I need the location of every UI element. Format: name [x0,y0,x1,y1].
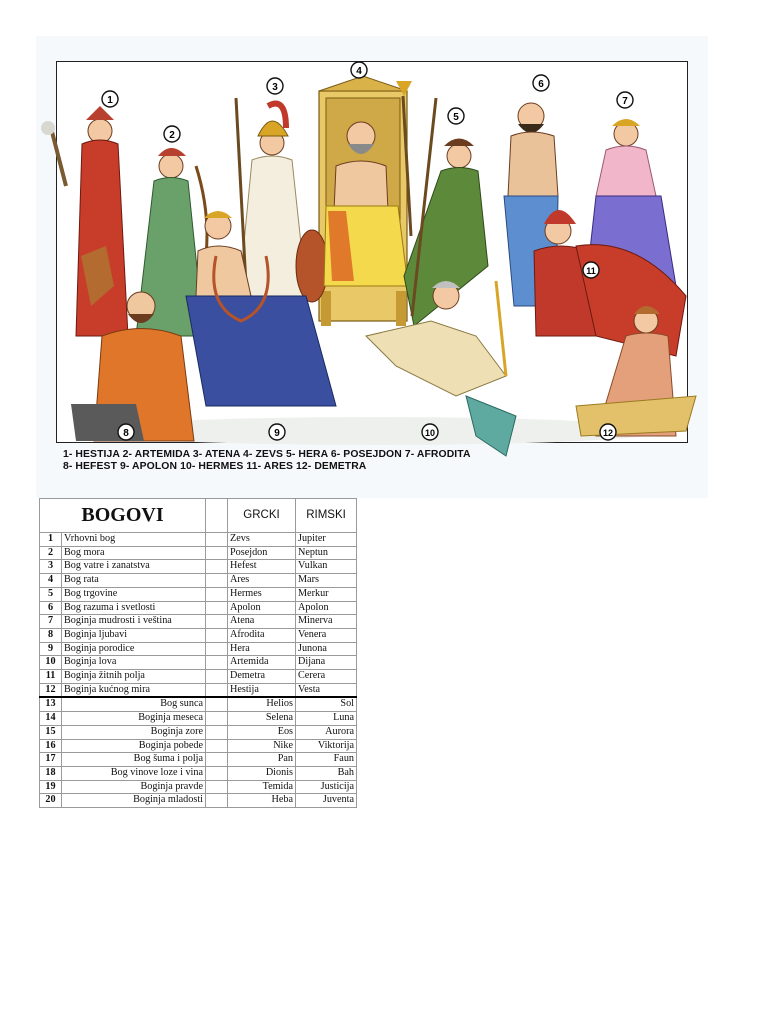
row-spacer [206,628,228,642]
illustration-caption-line1: 1- HESTIJA 2- ARTEMIDA 3- ATENA 4- ZEVS 5- HERA 6- POSEJDON 7- AFRODITA [63,449,471,460]
row-description: Bog vinove loze i vina [62,766,206,780]
row-spacer [206,560,228,574]
row-description: Boginja zore [62,725,206,739]
row-spacer [206,601,228,615]
row-description: Boginja mladosti [62,794,206,808]
gods-table [39,498,357,808]
row-description: Boginja pravde [62,780,206,794]
row-number: 4 [40,574,62,588]
row-roman-name: Vesta [296,683,357,697]
row-number: 7 [40,615,62,629]
table-row [40,587,357,601]
row-roman-name: Venera [296,628,357,642]
row-greek-name: Hera [228,642,296,656]
row-description: Boginja lova [62,656,206,670]
row-description: Boginja kućnog mira [62,683,206,697]
marker-label: 3 [272,82,278,93]
table-row [40,712,357,726]
table-row [40,739,357,753]
row-roman-name: Luna [296,712,357,726]
row-greek-name: Afrodita [228,628,296,642]
row-number: 19 [40,780,62,794]
row-spacer [206,739,228,753]
number-marker-11 [583,262,599,278]
table-row [40,670,357,684]
marker-label: 2 [169,130,175,141]
table-row [40,533,357,547]
row-greek-name: Dionis [228,766,296,780]
table-row [40,766,357,780]
row-spacer [206,642,228,656]
row-roman-name: Dijana [296,656,357,670]
row-roman-name: Junona [296,642,357,656]
row-spacer [206,546,228,560]
table-row [40,628,357,642]
table-row [40,794,357,808]
marker-label: 5 [453,112,459,123]
row-spacer [206,725,228,739]
row-spacer [206,697,228,711]
row-roman-name: Vulkan [296,560,357,574]
marker-label: 12 [602,428,614,438]
row-roman-name: Faun [296,753,357,767]
row-number: 17 [40,753,62,767]
row-number: 12 [40,683,62,697]
row-spacer [206,712,228,726]
row-description: Bog vatre i zanatstva [62,560,206,574]
number-marker-4 [351,62,367,78]
row-greek-name: Ares [228,574,296,588]
number-marker-5 [448,108,464,124]
row-description: Boginja porodice [62,642,206,656]
table-body-secondary [40,697,357,807]
row-description: Bog mora [62,546,206,560]
row-spacer [206,683,228,697]
row-description: Bog trgovine [62,587,206,601]
row-greek-name: Selena [228,712,296,726]
number-marker-7 [617,92,633,108]
table-row [40,753,357,767]
row-description: Bog sunca [62,697,206,711]
gods-scene [36,36,708,498]
table-row [40,560,357,574]
number-marker-1 [102,91,118,107]
row-description: Bog razuma i svetlosti [62,601,206,615]
row-spacer [206,766,228,780]
row-roman-name: Viktorija [296,739,357,753]
row-description: Boginja pobede [62,739,206,753]
row-number: 11 [40,670,62,684]
row-roman-name: Jupiter [296,533,357,547]
row-greek-name: Temida [228,780,296,794]
marker-label: 9 [274,428,280,439]
row-description: Boginja žitnih polja [62,670,206,684]
marker-label: 11 [586,266,596,276]
table-row [40,683,357,697]
row-description: Bog rata [62,574,206,588]
marker-label: 10 [424,428,436,438]
number-marker-10 [422,424,438,440]
row-spacer [206,587,228,601]
marker-label: 1 [107,95,113,106]
table-row [40,601,357,615]
row-number: 3 [40,560,62,574]
row-number: 1 [40,533,62,547]
row-greek-name: Nike [228,739,296,753]
row-roman-name: Sol [296,697,357,711]
row-number: 10 [40,656,62,670]
column-header-greek: GRCKI [228,499,296,533]
number-marker-2 [164,126,180,142]
table-body-main [40,533,357,698]
row-spacer [206,794,228,808]
row-spacer [206,753,228,767]
row-spacer [206,656,228,670]
table-header-spacer [206,499,228,533]
row-spacer [206,615,228,629]
row-number: 16 [40,739,62,753]
number-marker-8 [118,424,134,440]
figure-hestija [41,106,128,336]
row-roman-name: Minerva [296,615,357,629]
row-greek-name: Helios [228,697,296,711]
number-marker-12 [600,424,616,440]
row-description: Vrhovni bog [62,533,206,547]
row-greek-name: Heba [228,794,296,808]
row-spacer [206,670,228,684]
row-roman-name: Mars [296,574,357,588]
table-row [40,642,357,656]
illustration-caption-line2: 8- HEFEST 9- APOLON 10- HERMES 11- ARES 12- DEMETRA [63,461,367,472]
row-number: 6 [40,601,62,615]
row-number: 18 [40,766,62,780]
row-roman-name: Juventa [296,794,357,808]
number-marker-6 [533,75,549,91]
row-number: 5 [40,587,62,601]
row-number: 14 [40,712,62,726]
row-number: 20 [40,794,62,808]
row-description: Bog šuma i polja [62,753,206,767]
row-description: Boginja mudrosti i veština [62,615,206,629]
row-greek-name: Demetra [228,670,296,684]
gods-illustration [36,36,708,498]
row-greek-name: Hefest [228,560,296,574]
row-number: 9 [40,642,62,656]
marker-label: 6 [538,79,544,90]
number-marker-3 [267,78,283,94]
row-number: 2 [40,546,62,560]
table-row [40,615,357,629]
table-row [40,697,357,711]
row-roman-name: Aurora [296,725,357,739]
row-greek-name: Artemida [228,656,296,670]
row-spacer [206,533,228,547]
row-greek-name: Zevs [228,533,296,547]
row-greek-name: Atena [228,615,296,629]
marker-label: 8 [123,428,129,439]
marker-label: 7 [622,96,628,107]
row-number: 15 [40,725,62,739]
row-greek-name: Hermes [228,587,296,601]
row-roman-name: Bah [296,766,357,780]
row-roman-name: Merkur [296,587,357,601]
number-marker-9 [269,424,285,440]
marker-label: 4 [356,66,362,77]
row-roman-name: Cerera [296,670,357,684]
column-header-roman: RIMSKI [296,499,357,533]
row-number: 8 [40,628,62,642]
table-title: BOGOVI [40,499,206,533]
row-spacer [206,574,228,588]
table-row [40,546,357,560]
table-row [40,656,357,670]
row-greek-name: Posejdon [228,546,296,560]
row-roman-name: Neptun [296,546,357,560]
row-greek-name: Eos [228,725,296,739]
row-roman-name: Apolon [296,601,357,615]
table-row [40,725,357,739]
row-number: 13 [40,697,62,711]
row-greek-name: Hestija [228,683,296,697]
table-row [40,780,357,794]
table-row [40,574,357,588]
row-spacer [206,780,228,794]
row-roman-name: Justicija [296,780,357,794]
row-greek-name: Apolon [228,601,296,615]
row-greek-name: Pan [228,753,296,767]
table-header-row [40,499,357,533]
row-description: Boginja meseca [62,712,206,726]
row-description: Boginja ljubavi [62,628,206,642]
